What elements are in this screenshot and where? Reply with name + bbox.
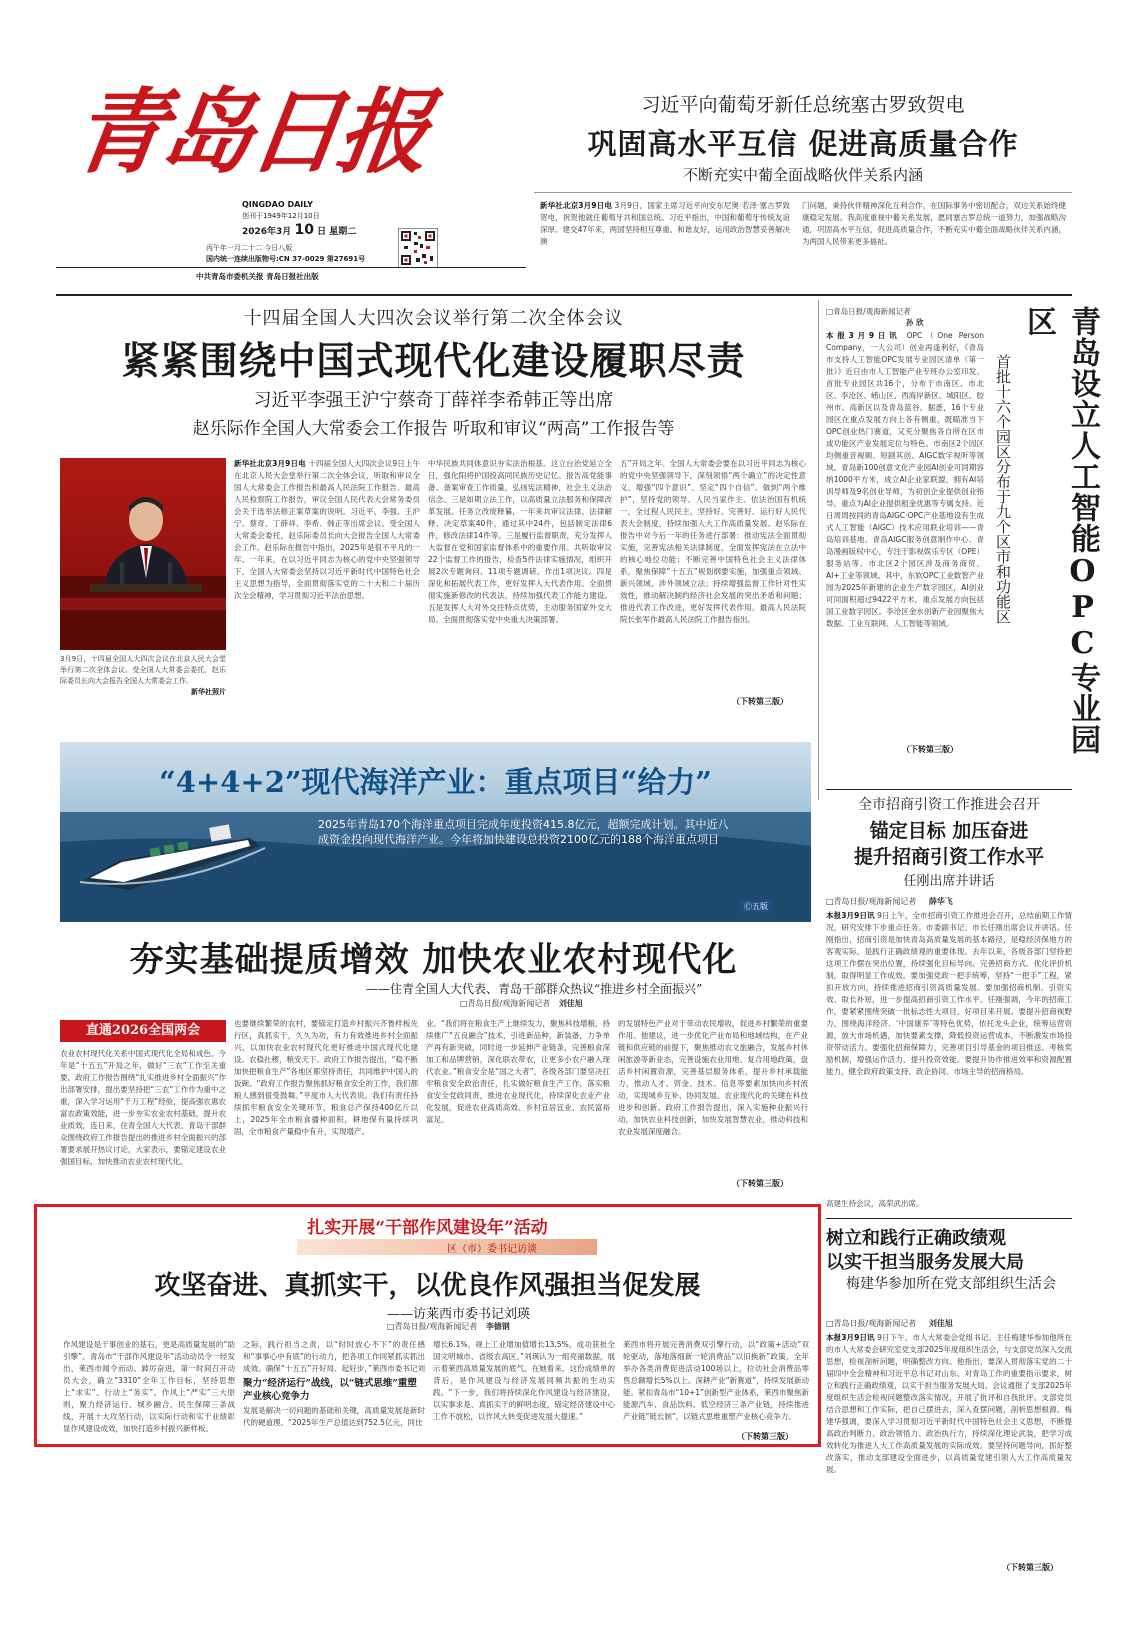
publisher-line: 中共青岛市委机关报 青岛日报社出版 [196,272,319,281]
agri-reporter: 刘佳旭 [558,999,583,1008]
masthead-divider [56,267,526,268]
newspaper-logo: 青岛日报 [66,78,434,186]
party-top-rule [826,1218,1072,1219]
npc-caption-text: 3月9日，十四届全国人大四次会议在北京人民大会堂举行第二次全体会议。受全国人大常委会委托，赵乐际委员长向大会报告全国人大常委会工作。 [60,655,226,685]
founded-date: 创刊于1949年12月10日 [242,212,320,220]
cadre-story-highlight[interactable] [34,1204,821,1447]
ai-subtitle: 首批十六个园区分布于九个区市和功能区 [994,354,1012,624]
party-subhead: 梅建华参加所在党支部组织生活会 [846,1276,1056,1292]
issue-day: 10 [294,222,314,238]
agri-subhead: ——住青全国人大代表、青岛干部群众热议“推进乡村全面振兴” [366,982,703,996]
cadre-byline-org: □青岛日报/观海新闻记者 [387,1322,478,1331]
npc-kicker: 十四届全国人大四次会议举行第二次全体会议 [243,308,624,329]
npc-col1-text: 十四届全国人大四次会议9日上午在北京人民大会堂举行第二次全体会议，听取和审议全国人大常委会工作报告和最高人民法院工作报告、最高人民检察院工作报告，审议全国人民代表大会常务委员会关于选举法修正案草案的说明。习近平、李强、王沪宁、蔡奇、丁薛祥、李希、韩正等出席会议。受全国人大常委会委托，赵乐际委员长向大会报告全国人大常委会工作。赵乐际在报告中指出，2025年是很不平凡的一年。一年来，在以习近平同志为核心的党中央坚强领导下，全国人大常委会坚持以习近平新时代中国特色社会主义思想为指导，全面贯彻落实党的二十大和二十届历次全会精神，学习贯彻习近平法治思想。 [234,459,420,600]
issue-date-month: 2026年3月 [242,227,292,237]
party-headline1: 树立和践行正确政绩观 [826,1228,1006,1249]
party-text: 9日下午，市人大常委会党组书记、主任梅建华参加他所在的市人大常委会研究室党支部2025年度组织生活会，与支部党员深入交流思想，检视剖析问题，明确整改方向。他指出，要深入贯彻落实党的二十届四中全会精神和习近平总书记对山东、对青岛工作的重要指示要求，树立和践行正确政绩观，以实干担当服务发展大局。会议通报了支部2025年度组织生活会检视问题整改落实情况，开展了批评和自我批评。支部党员结合思想和工作实际，把自己摆进去，深入查摆问题，剖析思想根源。梅建华强调，要深入学习贯彻习近平新时代中国特色社会主义思想，不断提高政治判断力、政治领悟力、政治执行力，持续深化理论武装，把学习成效转化为推进人大工作高质量发展的实际成效。要坚持问题导向，抓好整改落实，推动支部建设全面进步，以高质量党建引领人大工作高质量发展。 [826,1333,1072,1474]
ai-body [826,330,984,742]
investment-kicker: 全市招商引资工作推进会召开 [858,797,1040,813]
party-lead: 本报3月9日讯 [826,1333,875,1342]
agri-headline: 夯实基础提质增效 加快农业农村现代化 [129,940,738,980]
cadre-col4: 莱西市将开展完善消费双引擎行动，以“政策+活动”双轮驱动，落地落细新一轮消费品“以旧换新”政策，全年举办各类消费促进活动100场以上，拉动社会消费品零售总额增长5%以上。深耕产业“新赛道”，持续发展新动能。紧扣青岛市“10+1”创新型产业体系，莱西市聚焦新能源汽车、食品饮料、低空经济三条产业链，持续推进产业链“链长制”，以链式思维重塑产业核心竞争力。 [623,1340,809,1421]
top-story-col2: 门问题，秉持伙伴精神深化互利合作，在国际事务中密切配合，双边关系始终健康稳定发展。我高度重视中葡关系发展，愿同塞古罗总统一道努力，加强战略沟通，巩固高水平互信，促进高质量合作，不断充实中葡全面战略伙伴关系内涵，为两国人民带来更多福祉。 [802,201,1066,246]
newspaper-front-page [56,62,1100,1577]
investment-byline [826,896,1072,907]
top-story-col1 [540,200,790,272]
investment-byline-org: □青岛日报/观海新闻记者 [826,897,917,906]
ai-byline-org: □青岛日报/观海新闻记者 [826,307,911,316]
top-story-subhead: 不断充实中葡全面战略伙伴关系内涵 [682,166,923,184]
top-story-rule [534,192,1072,193]
npc-col3: 五”开局之年。全国人大常委会要在以习近平同志为核心的党中央坚强领导下，深刻领悟“两个确立”的决定性意义，增强“四个意识”、坚定“四个自信”、做到“两个维护”，坚持党的领导、人民当家作主、依法治国有机统一，全过程人民民主，坚持好、完善好、运行好人民代表大会制度，持续加强人大工作高质量发展。赵乐际在报告中对今后一年的任务进行部署：推动宪法全面贯彻实施，完善宪法相关法律制度，全面发挥宪法在立法中的核心地位功能；不断完善中国特色社会主义法律体系，聚焦保障“十五五”规划纲要实施，加强重点领域、新兴领域、涉外领域立法；持续增强监督工作针对性实效性，推动解决制约经济社会发展的突出矛盾和问题；推进代表工作改进，更好发挥代表作用。最高人民法院院长张军作最高人民法院工作报告指出。 [620,459,806,624]
cadre-col3: 增长6.1%，规上工业增加值增长13.5%，成功获批全国文明城市、省级农高区。”刘瑛认为一组亮丽数据，展示着莱西高质量发展的底气。在她看来，这份成绩单的背后，是作风建设与经济发展同频共振的生动实践。“下一步，我们将持续深化作风建设与经济建设，以实事求是、真抓实干的鲜明态度，锚定经济建设中心工作不放松，以作风大转变促进发展大提速。” [433,1340,615,1421]
ocean-headline: “4+4+2”现代海洋产业：重点项目“给力” [159,765,712,799]
cadre-col2-text2: 发展是解决一切问题的基础和关键，高质量发展是新时代的硬道理。“2025年生产总值达到752.5亿元，同比 [243,1406,425,1427]
npc-col1 [234,458,420,708]
ai-text: OPC（One Person Company，一人公司）创业再逢利好，《青岛市支持人工智能OPC发展专业园区清单（第一批）》近日由市人工智能产业专班办公室印发。首批专业园区共16个，分布于市南区、市北区、李沧区、崂山区、西海岸新区、城阳区、胶州市、高新区以及青岛蓝谷。据悉，16个专业园区在重点发展方向上各有侧重，既瞄准当下OPC创业热门赛道，又充分聚焦各自所在区市或功能区产业发展定位与特色。市南区2个园区均侧重音视频、短剧其创、AIGC数字视听等领域。青岛新100创意文化产业园AI创业可同期容纳1000平方米，成立AI企业家联盟，拥有AI培训导师及9名创业导师，为初创企业提供创业指导。重点为AI企业提供租金优惠等专属支持。近日周周按同的青岛AIGC·OPC产业基地设有生成式人工智能（AIGC）技术应用联业培训——青岛培训基地、青岛AIGC服务创意制作中心、青岛漫画版权中心，专注于影视娱乐专区（OPE）服务站等。市北区2个园区涉及商务商贸、AI+工业等领域。其中，东软OPC工业数智产业园为2025年新建的企业生产数字园区，AI创业可同面积超过9422平方米，重点发展方向包括国工业数字园区。李沧区金水创新产业园聚焦大数据、工业互联网、人工智能等领域。 [826,331,984,628]
agri-col3: 业。“我们将在粮食生产上继续发力，聚焦科技增粮，持续推广“五良融合”技术，引进新品种，新装备，力争单产再有新突破，同时进一步延伸产业链条，完善粮食深加工和品牌营销，深化联农带农，让更多小农户融入现代农业。”粮食安全是“国之大者”，各级各部门要坚决扛牢粮食安全政治责任，扎实做好粮食生产工作，落实粮食安全党政同责，推进农业现代化，持续深化农业产业化发展，促进农业高质高效、乡村宜居宜业、农民富裕富足。 [426,1019,610,1124]
npc-lead: 新华社北京3月9日电 [234,459,306,468]
party-headline2: 以实干担当服务发展大局 [826,1252,1024,1273]
agri-col2: 也要继续繁荣的农村，要锚定打造乡村振兴齐鲁样板先行区，真抓实干，久久为功，有力有效推进乡村全面振兴，以加快农业农村现代化更好推进中国式现代化建设。农稳社稷，粮安天下。政府工作报告提出，“稳不断加快把粮食生产”各地区都坚持责任，共同维护中国人的饭碗。“政府工作报告聚焦抓好粮食安全的工作，我们都粮人感到很受鼓舞。”平度市人大代表说。我们有责任持续抓牢粮食安全关键环节，粮食总产保持400亿斤以上，2025年全市粮食播种面积，耕地保有量持续巩固，全市粮食产量稳中有升，实现增产。 [234,1019,418,1136]
investment-lead: 本报3月9日讯 [826,911,875,920]
top-story-kicker: 习近平向葡萄牙新任总统塞古罗致贺电 [641,94,965,116]
party-story[interactable] [826,1222,1072,1577]
right-column-divider [818,300,819,800]
qr-code-icon[interactable] [398,228,438,268]
agri-column-tag [60,1020,226,1042]
top-story-lead: 新华社北京3月9日电 [540,201,612,210]
investment-top-rule [826,789,1072,790]
npc-headline: 紧紧围绕中国式现代化建设履职尽责 [121,338,746,383]
npc-col2: 中华民族共同体意识夯实法治根基。这立台治党延立全日，强化阳将护国投高同民族历史记忆。报告高党能事备、备案审查工作质量，弘扬宪法精神，社会主义法治信念。三是如期立法工作，以高质量立法服务和保障改革发展。任务立改废释纂，一年来共审议法律、法律解释、决定草案40件，通过其中24件，包括制定法律6件，修改法律14件等。三是履行监督职责，充分发挥人大监督在党和国家监督体系中的重要作用。共听取审议22个监督工作的报告，检查5件法律实施情况，组织开展2次专题询问、11项专题调研。作出1项决议。四是深化和拓展代表工作，更好发挥人大代表作用。全面贯彻实施新修改的代表法，持续加强代表工作能力建设。五是发挥人大对外交往特点优势，主动服务国家外交大局。全面贯彻落实党中央重大决策部署。 [428,459,612,624]
cadre-headline: 攻坚奋进、真抓实干，以优良作风强担当促发展 [154,1271,701,1301]
cadre-reporter: 李德钢 [485,1322,510,1331]
cadre-series: 区（市）委书记访谈 [447,1244,537,1255]
agri-byline [460,998,583,1009]
ocean-banner[interactable] [60,742,811,922]
agri-column-tag-text: 直通2026全国两会 [85,1023,201,1038]
npc-continued[interactable]: （下转第三版） [732,697,788,706]
party-body [826,1332,1072,1560]
top-story-col1-text: 3月9日，国家主席习近平向安东尼奥·若泽·塞古罗致贺电，祝贺他就任葡萄牙共和国总统。习近平指出，中国和葡萄牙传统友谊深厚。建交47年来，两国坚持相互尊重、和谐友好，运用政治智慧妥善解决澳 [540,201,790,246]
top-story[interactable] [534,84,1072,284]
ai-byline [826,306,982,328]
agri-byline-org: □青岛日报/观海新闻记者 [460,999,551,1008]
investment-subhead: 任刚出席并讲话 [903,874,995,889]
investment-body [826,910,1072,1198]
issue-weekday: 日 星期二 [317,227,357,237]
cadre-col2 [243,1339,425,1443]
cadre-continued[interactable]: （下转第三版） [737,1432,793,1441]
ocean-caption: 2025年青岛170个海洋重点项目完成年度投资415.8亿元，超额完成计划。其中近八成资金投向现代海洋产业。今年将加快建设总投资2100亿元的188个海洋重点项目 [318,818,729,846]
investment-text: 9日上午，全市招商引资工作推进会召开，总结前期工作情况，研究安排下步重点任务。市委副书记、市长任刚出席会议并讲话。任刚指出，招商引资是加快青岛高质量发展的基本路径，是稳经济保地方的客观实际，是践行正确政绩观的重要体现。去年以来，各级各部门坚持把这项工作摆在突出位置，持续强化目标导向、完善招商方式、优化评价机制，取得明显工作成效。要加强党政一把手统筹，坚持“一把手”工程，紧扣开放方向，持续推进招商引资高质量发展。要加强招商机制、引资实效、取长补短，进一步提高招商引资工作水平。任刚强调，今年的招商工作，要紧紧围绕突破一批标志性大项目、好项目来开展。要提升招商视野力，围绕海洋经济、‘中国康养’等特色优势，依托龙头企业，统筹运营资源，放大市场机遇，加快要素支撑，降低投资运营成本，不断激发市场投资带动活力。要强化招商保障力，完善项目引导基金的项目推送、考核奖励机制，增强运作活力、提升投资效能。要提升协作推进效率和资源配置能力，健全政府政策支持、政企协同、市场主导的招商格局。 [826,911,1072,1076]
investment-story[interactable] [826,792,1072,1212]
agri-continued[interactable]: （下转第三版） [732,1179,788,1188]
cadre-col2-subhead: 聚力“经济运行”战线，以“链式思维”重塑产业核心竞争力 [243,1378,417,1402]
ocean-page-tag[interactable]: Ⓒ五版 [740,900,772,913]
cadre-col2-text: 之际，践行担当之责，以“时时放心不下”的责任感和“事事心中有底”的行动力，把各项工作同紧抓实抓出成效。确保“十五五”开好局、起好步，”莱西市委书记刘 [243,1340,425,1373]
cadre-col1: 作风建设是干事创业的基石，更是高质量发展的“助引擎”。青岛市“干部作风建设年”活动动员令一经发出，莱西市闻令而动、踔厉奋进，第一时间召开动员大会，确立“3310”全年工作目标，坚持思想上“求实”、行动上“务实”、作风上“严实”三大原则，聚力经济运行、城乡融合、民生保障三条战线，开展十大攻坚行动，以实际行动和实干业绩彰显作风建设成效，加快打造乡村振兴新样板。 [63,1340,235,1433]
cadre-series-band [297,1239,597,1255]
party-byline-org: □青岛日报/观海新闻记者 [826,1319,917,1328]
investment-reporter: 薛华飞 [928,897,953,906]
npc-sub1: 习近平李强王沪宁蔡奇丁薛祥李希韩正等出席 [253,390,614,411]
investment-headline2: 提升招商引资工作水平 [853,846,1044,868]
cadre-subhead: ——访莱西市委书记刘瑛 [387,1307,531,1322]
agri-col4: 的发展特色产业对于带动农民增收，促进乡村繁荣的重要作用。他建议，进一步优化产业布局和地域结构，在产业链和供应链的前提下，聚焦推动农文旅融合，发展乡村休闲旅游等新业态，完善设施农业用地、复合用地政策，盘活乡村闲置资源，完善基层服务体系，提升乡村承载能力，推动人才、资金、技术、信息等要素加快向乡村流动，实现城乡互补、协同发展。农业现代化的关键在科技进步和创新。政府工作报告提出，深入实施种业振兴行动，加快农业科技创新，加快发展智慧农业，推动科技和农业发展深度融合。 [618,1019,808,1136]
npc-story[interactable] [56,300,811,730]
investment-closing: 高建生持会议，高荣武出席。 [826,1199,924,1208]
ai-reporter: 孙 欣 [906,318,924,327]
top-story-headline: 巩固高水平互信 促进高质量合作 [587,127,1019,161]
lunar-date: 丙午年一月二十二 今日八版 [206,244,293,252]
npc-sub2: 赵乐际作全国人大常委会工作报告 听取和审议“两高”工作报告等 [192,419,675,439]
ai-lead: 本报3月9日讯 [826,331,901,340]
cadre-campaign: 扎实开展“干部作风建设年”活动 [307,1218,548,1238]
english-name: QINGDAO DAILY [242,200,313,209]
ai-opc-story[interactable] [826,300,1100,770]
party-byline [826,1318,1072,1329]
cadre-byline [387,1321,510,1332]
npc-photo-credit: 新华社照片 [191,688,226,696]
agri-col1: 农业农村现代化关系中国式现代化全局和成色。今年是“十五五”开局之年，做好“三农”工作至关重要。政府工作报告围绕“扎实推进乡村全面振兴”作出部署安排，提出要坚持把“三农”工作作为重中之重，深入学习运用“千万工程”经验，提高强农惠农富农政策效能，进一步夯实农业农村基础，提升农业质效，连日来，住青全国人大代表、青岛干部群众围绕政府工作报告提出的推进乡村全面振兴的部署要求展开热议讨论，大家表示，要锚定建设农业强国目标，加快推动农业农村现代化。 [60,1049,226,1166]
npc-photo-caption [60,654,226,704]
masthead [56,62,526,263]
ai-headline: 青岛设立人工智能OPC专业园区 [1021,306,1100,755]
issn-line: 国内统一连续出版物号:CN 37-0029 第27691号 [206,255,366,263]
party-reporter: 刘佳旭 [928,1319,953,1328]
ai-continued[interactable]: （下转第三版） [902,745,958,754]
investment-headline1: 锚定目标 加压奋进 [869,820,1029,842]
npc-photo[interactable] [60,458,226,650]
party-continued[interactable]: （下转第三版） [1002,1563,1058,1572]
upper-divider [56,294,1072,296]
issue-date [242,222,356,238]
agri-story[interactable] [56,928,811,1198]
